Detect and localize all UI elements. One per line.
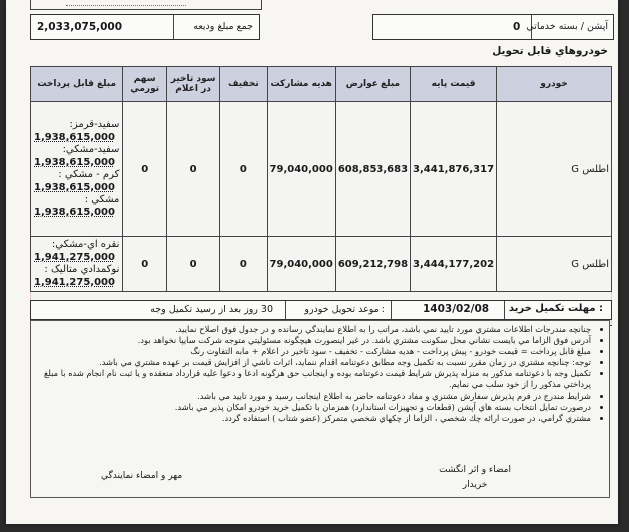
- deadline-label: مهلت تكميل خريد :: [508, 303, 603, 314]
- cell-discount: 0: [220, 102, 267, 237]
- cell-payable-colors: [31, 237, 123, 292]
- option-label: آپشن / بسته خدماتي: [526, 21, 608, 32]
- table-header-row: [31, 67, 612, 102]
- cell-participation: 79,040,000: [267, 237, 335, 292]
- header-discount: تخفيف: [220, 67, 267, 102]
- color-value: 1,938,615,000: [34, 156, 115, 168]
- header-participation: هديه مشاركت: [267, 67, 335, 102]
- color-label: سفيد-مشكي:: [62, 144, 120, 155]
- header-inflation-share: سهم تورمي: [123, 67, 167, 102]
- color-label: نقره اي-مشكي:: [51, 239, 120, 250]
- color-label: مشكي :: [84, 194, 120, 205]
- color-value: 1,938,615,000: [34, 131, 115, 143]
- color-label: سفيد-قرمز:: [69, 119, 120, 130]
- note-item: • آدرس فوق الزاما مي بايست نشاني محل سكونت مشتري باشد. در غير اينصورت هيچگونه مسئوليتي متوجه شركت سايپا نخواهد بود.: [37, 335, 591, 346]
- deadline-date: 1403/02/08: [423, 303, 490, 315]
- deadline-box: [30, 300, 612, 320]
- cell-base-price: 3,444,177,202: [411, 237, 497, 292]
- delivery-value: 30 روز بعد از رسيد تكميل وجه: [150, 304, 273, 315]
- cell-discount: 0: [220, 237, 267, 292]
- header-base-price: قيمت پايه: [411, 67, 497, 102]
- note-item: • مبلغ قابل پرداخت = قيمت خودرو - پيش پرداخت - هديه مشاركت - تخفيف - سود تاخير در اعلام + مابه التفاوت رنگ: [37, 346, 591, 357]
- color-value: 1,941,275,000: [34, 251, 115, 263]
- note-item: • توجه: چنانچه مشتري در زمان مقرر نسبت به تكميل وجه مطابق دعوتنامه اقدام ننمايد، اثرات ناشي از افزايش قيمت بر عهده مشتري مي باشد.: [37, 357, 591, 368]
- cell-base-price: 3,441,876,317: [411, 102, 497, 237]
- dealer-signature: مهر و امضاء نمايندگي: [101, 471, 183, 481]
- cell-delay-profit: 0: [166, 237, 219, 292]
- delivery-label: موعد تحويل خودرو :: [304, 304, 385, 315]
- cell-delay-profit: 0: [166, 102, 219, 237]
- note-item: • درصورت تمايل انتخاب بسته هاي آپشن (قطعات و تجهيزات استاندارد) همزمان با تكميل خريد خودرو امكان پذير مي باشد.: [37, 402, 591, 413]
- buyer-sign-line2: خريدار: [462, 480, 488, 491]
- divider: [173, 15, 174, 39]
- cars-table: [30, 66, 612, 326]
- cell-inflation-share: 0: [123, 102, 167, 237]
- deposit-value: 2,033,075,000: [37, 21, 123, 33]
- cell-charges: 609,212,798: [335, 237, 410, 292]
- table-row: [31, 237, 612, 292]
- option-value: 0: [513, 21, 521, 33]
- color-label: كرم - مشكي :: [58, 169, 120, 180]
- notes-list: [37, 324, 601, 424]
- header-car: خودرو: [497, 67, 612, 102]
- header-charges: مبلغ عوارض: [335, 67, 410, 102]
- cell-payable-colors: [31, 102, 123, 237]
- note-item: • شرايط مندرج در فرم پذيرش سفارش مشتري و مفاد دعوتنامه حاضر به اطلاع اينجانب رسيد و مورد تاييد مي باشد.: [37, 391, 591, 402]
- divider: [391, 301, 392, 319]
- option-box: [372, 14, 614, 40]
- document-page: [6, 0, 618, 524]
- note-item: • مشتري گرامي، در صورت ارائه چك شخصي ، الزاما از چكهاي شخصي متمركز (عضو شتاب ) استفاده گردد.: [37, 413, 591, 424]
- color-value: 1,941,275,000: [34, 276, 115, 288]
- deposit-box: [30, 14, 260, 40]
- cell-participation: 79,040,000: [267, 102, 335, 237]
- header-payable: مبلغ قابل پرداخت: [31, 67, 123, 102]
- deposit-label: جمع مبلغ وديعه: [193, 21, 253, 32]
- color-label: نوكمدادي متاليک :: [44, 264, 120, 275]
- cell-car: اطلس G: [497, 102, 612, 237]
- cell-charges: 608,853,683: [335, 102, 410, 237]
- clipped-text-remnant: [66, 1, 186, 6]
- section-title: خودروهاي قابل تحويل: [492, 45, 608, 57]
- notes-box: [30, 320, 610, 498]
- divider: [504, 301, 505, 319]
- note-item: • چنانچه مندرجات اطلاعات مشتري مورد تاييد نمي باشد، مراتب را به اطلاع نمايندگي رسانده و در جدول فوق اصلاح نماييد.: [37, 324, 591, 335]
- cell-inflation-share: 0: [123, 237, 167, 292]
- note-item: • تكميل وجه با دعوتنامه مذكور به منزله پذيرش شرايط قيمت دعوتنامه بوده و اينجانب حق هرگونه ادعا و دعوا عليه قرارداد منعقده و يا ثبت نام انجام شده با مبلغ پرداختي مذكور را از خود سلب مي نمايم.: [37, 368, 591, 390]
- table-row: [31, 102, 612, 237]
- color-value: 1,938,615,000: [34, 181, 115, 193]
- color-value: 1,938,615,000: [34, 206, 115, 218]
- cell-car: اطلس G: [497, 237, 612, 292]
- buyer-sign-line1: امضاء و اثر انگشت: [439, 465, 511, 475]
- header-delay-profit: سود تاخير در اعلام: [166, 67, 219, 102]
- buyer-signature: [439, 465, 511, 491]
- divider: [285, 301, 286, 319]
